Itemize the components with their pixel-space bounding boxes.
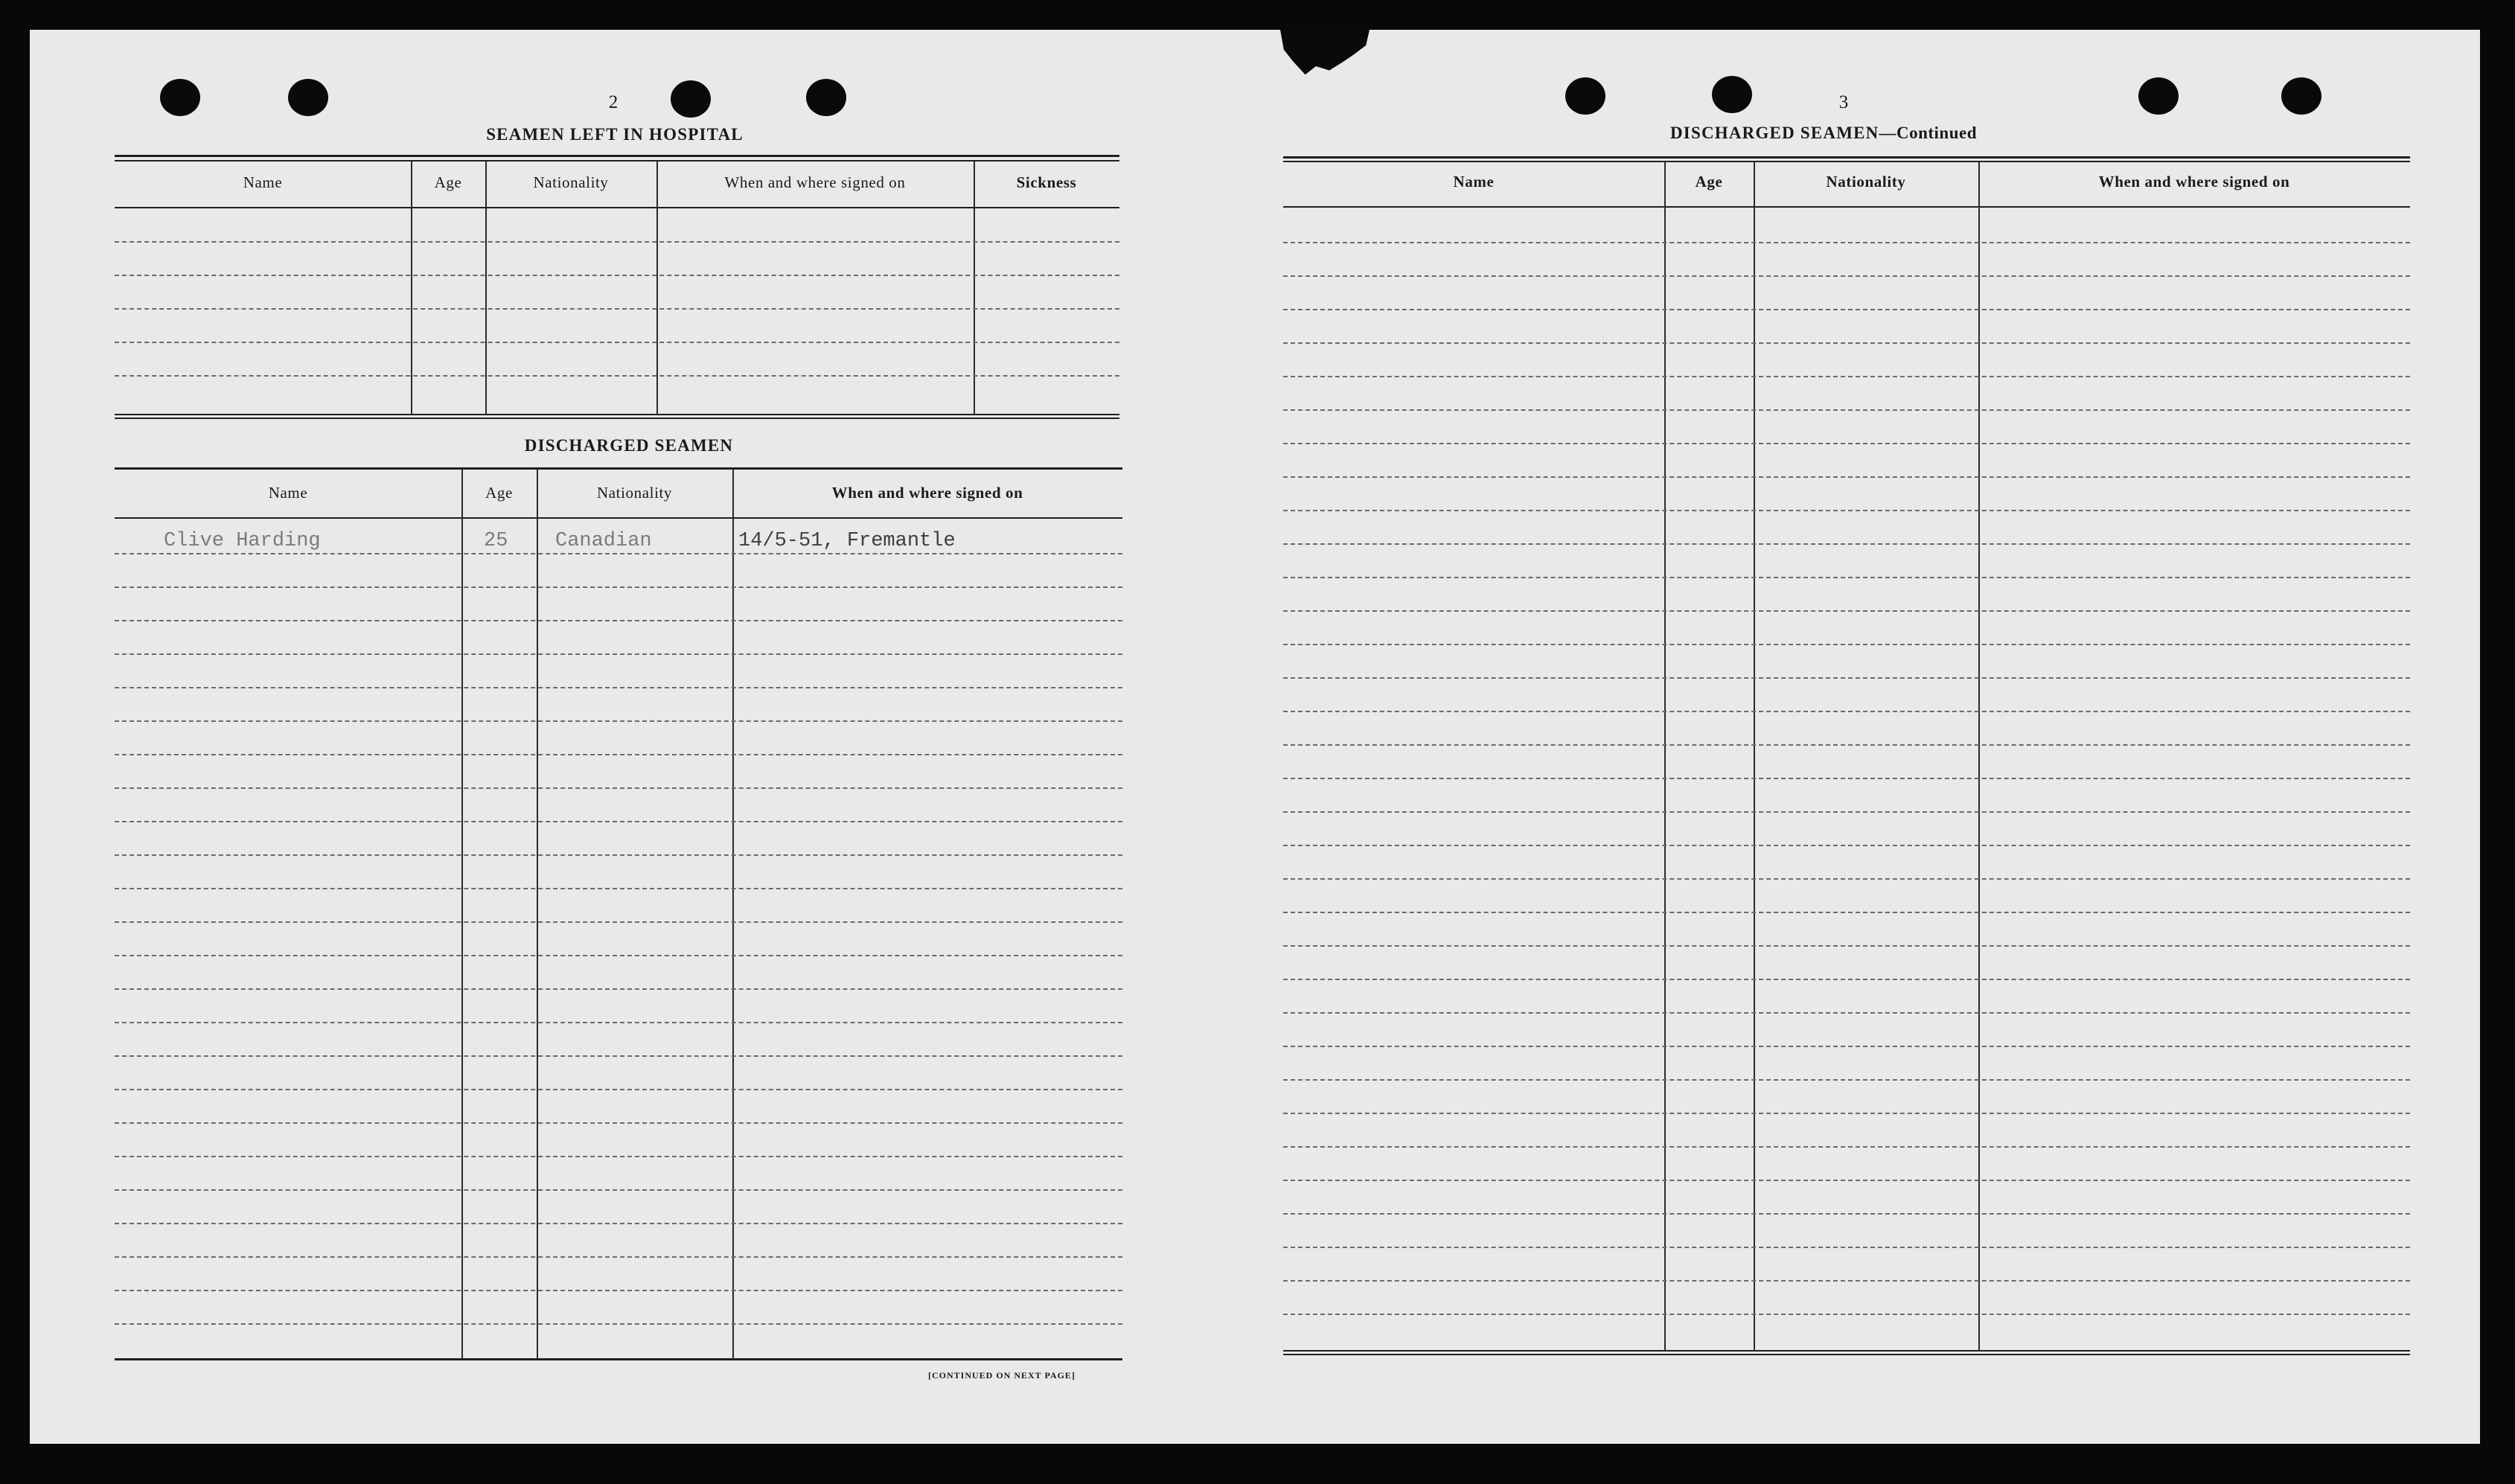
table-row	[1283, 476, 2410, 478]
punch-hole	[1712, 76, 1752, 113]
table-row	[1283, 376, 2410, 377]
discharged-continued-table	[1283, 156, 2410, 1355]
table-row	[115, 620, 1122, 621]
table-row	[1283, 610, 2410, 612]
punch-hole	[160, 79, 200, 116]
table-row	[1283, 677, 2410, 679]
table-row	[115, 275, 1119, 276]
table-row	[115, 586, 1122, 588]
table-row	[1283, 979, 2410, 980]
table-row	[1283, 1180, 2410, 1181]
table-row	[115, 888, 1122, 889]
table-row	[1283, 1079, 2410, 1081]
table-row	[115, 308, 1119, 310]
table-row	[1283, 878, 2410, 880]
col-header-name: Name	[1453, 173, 1495, 191]
table-row	[115, 553, 1122, 554]
entry-age: 25	[484, 530, 508, 552]
continued-note: [CONTINUED ON NEXT PAGE]	[928, 1370, 1076, 1381]
table-row	[115, 1022, 1122, 1023]
table-row	[1283, 945, 2410, 947]
table-row	[1283, 912, 2410, 913]
punch-hole	[671, 80, 711, 118]
discharged-section-title: DISCHARGED SEAMEN	[524, 436, 734, 455]
entry-nationality: Canadian	[555, 530, 652, 552]
table-row	[115, 720, 1122, 722]
table-row	[1283, 778, 2410, 779]
table-row	[1283, 1012, 2410, 1014]
table-row	[115, 1156, 1122, 1157]
table-row	[1283, 342, 2410, 344]
table-row	[1283, 845, 2410, 846]
table-row	[115, 754, 1122, 755]
punch-hole	[806, 79, 846, 116]
table-row	[1283, 1113, 2410, 1114]
table-row	[115, 687, 1122, 688]
punch-hole	[288, 79, 328, 116]
table-row	[115, 921, 1122, 923]
col-header-sickness: Sickness	[1016, 173, 1077, 191]
table-row	[1283, 409, 2410, 411]
table-row	[115, 1290, 1122, 1291]
table-row	[115, 1189, 1122, 1191]
table-row	[1283, 644, 2410, 645]
table-row	[115, 955, 1122, 956]
punch-hole	[2138, 77, 2179, 115]
punch-hole	[1565, 77, 1605, 115]
col-header-age: Age	[485, 484, 513, 502]
table-row	[115, 375, 1119, 377]
table-row	[1283, 1280, 2410, 1282]
table-row	[1283, 811, 2410, 813]
table-row	[1283, 577, 2410, 578]
col-header-signed-on: When and where signed on	[2098, 173, 2290, 191]
col-header-nationality: Nationality	[1826, 173, 1906, 191]
table-row	[1283, 1247, 2410, 1248]
entry-signed-on: 14/5-51, Fremantle	[738, 530, 956, 552]
table-row	[1283, 309, 2410, 310]
title-main: DISCHARGED SEAMEN	[1669, 124, 1879, 142]
hospital-table	[115, 155, 1119, 418]
table-row	[1283, 1213, 2410, 1215]
col-header-name: Name	[243, 173, 283, 191]
discharged-continued-title	[1670, 124, 1977, 143]
table-row	[115, 1055, 1122, 1057]
col-header-nationality: Nationality	[596, 484, 673, 502]
table-row	[1283, 443, 2410, 444]
discharged-table	[115, 467, 1122, 1360]
table-row	[1283, 543, 2410, 545]
table-row	[1283, 275, 2410, 277]
col-header-nationality: Nationality	[533, 173, 609, 191]
table-row	[115, 1256, 1122, 1258]
table-row	[115, 1089, 1122, 1090]
table-row	[115, 342, 1119, 343]
table-row	[115, 787, 1122, 789]
hospital-section-title: SEAMEN LEFT IN HOSPITAL	[486, 125, 744, 144]
table-row	[1283, 1146, 2410, 1148]
table-row	[1283, 1046, 2410, 1047]
col-header-age: Age	[434, 173, 462, 191]
table-row	[115, 1122, 1122, 1124]
table-row	[1283, 1314, 2410, 1315]
table-row	[1283, 510, 2410, 511]
col-header-signed-on: When and where signed on	[724, 173, 906, 191]
entry-name: Clive Harding	[164, 530, 321, 552]
table-row	[115, 988, 1122, 990]
table-row	[115, 1223, 1122, 1224]
table-row	[1283, 744, 2410, 746]
punch-hole	[2281, 77, 2321, 115]
table-row	[115, 241, 1119, 243]
page-number-right: 3	[1838, 92, 1849, 112]
table-row	[115, 821, 1122, 822]
table-row	[115, 653, 1122, 655]
table-row	[1283, 711, 2410, 712]
table-row	[1283, 242, 2410, 243]
col-header-name: Name	[268, 484, 308, 502]
col-header-age: Age	[1695, 173, 1723, 191]
col-header-signed-on: When and where signed on	[831, 484, 1023, 502]
table-row	[115, 1323, 1122, 1325]
title-suffix: —Continued	[1879, 124, 1978, 142]
page-number-left: 2	[608, 92, 619, 112]
table-row	[115, 854, 1122, 856]
